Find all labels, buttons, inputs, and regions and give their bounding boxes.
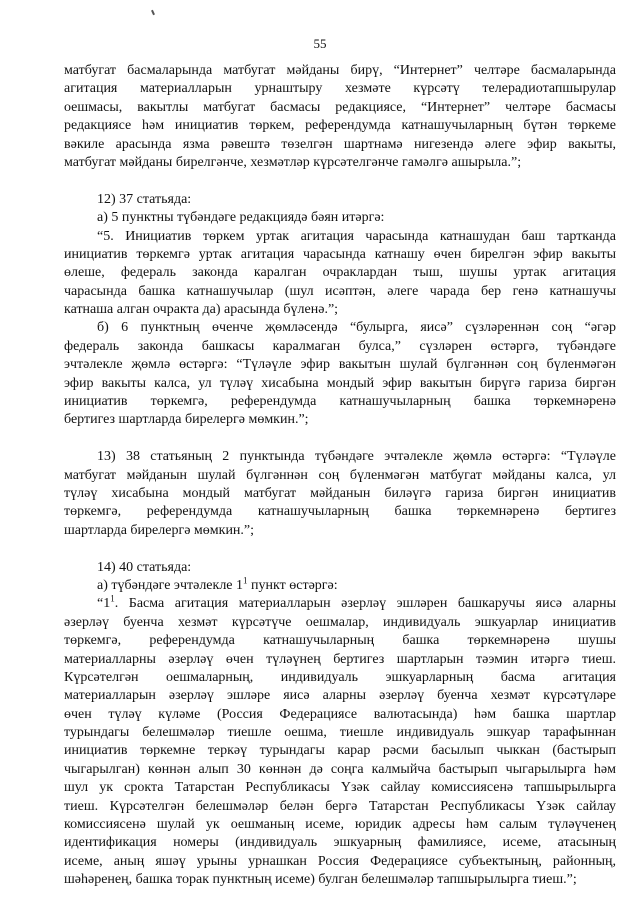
paragraph-block-13 <box>64 448 616 540</box>
text-line: “5. Инициатив төркем уртак агитация чарасында катнашудан баш тартканда <box>97 228 616 244</box>
text-line: материалларын әзерләү эшләре яисә аларны әзерләү буенча хезмәт күрсәтүләре <box>64 688 616 704</box>
text-line: чыгарылган) көннән алып 30 көннән дә соңга калмыйча бастырып чыгарылырга һәм <box>64 761 616 777</box>
text-line: идентификация номеры (индивидуаль эшкуарның фамилиясе, исеме, атасының <box>64 835 616 851</box>
text-line: шул ук срокта Татарстан Республикасы Үзәк сайлау комиссиясенә тапшырылырга <box>64 780 616 796</box>
paragraph-block-14 <box>64 559 616 890</box>
text-line: комиссиясенә шулай ук оешманың исеме, юридик адресы һәм салым түләүченең <box>64 817 616 833</box>
text-line: инициатив төркемгә, референдумда катнашучыларның башка төркемнәренә <box>64 394 616 410</box>
text-line: эфир вакыты калса, ул түләү хисабына мондый эфир вакытын бирүгә гариза биргән <box>64 375 616 391</box>
text-line: әзерләү буенча хезмәт күрсәтүче оешмалар, индивидуаль эшкуарлар инициатив <box>64 614 616 630</box>
text-line: өчен түләү күләме (Россия Федерациясе валютасында) һәм башка шартлар <box>64 706 616 722</box>
text-line: матбугат басмаларында матбугат мәйданы бирү, “Интернет” челтәре басмаларында <box>64 63 616 78</box>
text-line: Күрсәтелгән оешмаларның, индивидуаль эшкуарларның басма агитация <box>64 669 616 685</box>
text-line: шәһәренең, башка торак пунктның исеме) булган белешмәләр тапшырылырга тиеш.”; <box>64 872 577 888</box>
document-body <box>64 62 616 890</box>
text-line: а) түбәндәге эчтәлекле $1^1$ пункт өстәргә: <box>97 575 338 593</box>
text-line: өлеше, федераль законда каралган очраклардан тыш, шушы уртак агитация <box>64 265 616 281</box>
superscript-1: 1 <box>243 575 248 586</box>
text-line: чарасында башка катнашучылар (шул исәптән, әлеге чарада бер генә катнашучы <box>64 283 616 299</box>
text-line: тиеш. Күрсәтелгән белешмәләр белән бергә Татарстан Республикасы Үзәк сайлау <box>64 798 616 814</box>
text-line: матбугат мәйданын шулай бүлгәннән соң бүленмәгән матбугат мәйданы калса, ул <box>64 467 616 483</box>
page-number: 55 <box>313 36 327 51</box>
text-line: турындагы белешмәләр тиешле оешма, тиешле индивидуаль эшкуар тарафыннан <box>64 725 616 741</box>
text-line: федераль законда башкасы каралмаган булса,” сүзләрен өстәргә, түбәндәге <box>64 338 616 354</box>
text-line: матбугат мәйданы бирелгәнче, хезмәтләр күрсәтелгәнче гамәлгә ашырыла.”; <box>64 154 522 170</box>
text-line: 13) 38 статьяның 2 пунктында түбәндәге эчтәлекле җөмлә өстәргә: “Түләүле <box>97 449 616 465</box>
text-line: катнаша алган очракта да) арасында бүленә.”; <box>64 302 339 318</box>
text-line: шартларда бирелергә мөмкин.”; <box>64 522 255 538</box>
text-line: төркемгә, референдумда катнашучыларның башка төркемнәренә шушы <box>64 633 616 649</box>
text-line: 12) 37 статьяда: <box>97 191 192 207</box>
text-line: “$1^1$. Басма агитация материалларын әзерләү эшләрен башкаручы яисә аларны <box>97 593 616 612</box>
text-line: инициатив төркемгә уртак агитация чарасында катнашу өчен бирелгән эфир вакыты <box>64 246 616 262</box>
text-line: а) 5 пунктны түбәндәге редакциядә бәян итәргә: <box>97 210 385 226</box>
paragraph-block-1 <box>64 62 616 172</box>
text-line: материалларны әзерләү өчен түләүнең бертигез шартларын тәэмин итәргә тиеш. <box>64 651 616 667</box>
text-line: агитация материалларын урнаштыру хезмәте күрсәтү телерадиотапшырулар <box>64 81 616 97</box>
text-line: 14) 40 статьяда: <box>97 559 192 575</box>
text-line: исеме, аның яшәү урыны урнашкан Россия Федерациясе субъектының, районның, <box>64 853 616 869</box>
text-line: вәкиле арасында язма рәвештә төзелгән шартнамә нигезендә әлеге эфир вакыты, <box>64 136 616 152</box>
superscript-1: 1 <box>110 593 115 604</box>
paragraph-block-12 <box>64 191 616 430</box>
text-line: б) 6 пунктның өченче җөмләсендә “булырга, яисә” сүзләреннән соң “әгәр <box>97 320 616 336</box>
text-line: редакциясе һәм инициатив төркем, референдумда катнашучыларның бүтән төркеме <box>64 118 616 134</box>
text-line: төркемгә, референдумда катнашучыларның башка төркемнәренә бертигез <box>64 504 616 520</box>
text-line: бертигез шартларда бирелергә мөмкин.”; <box>64 412 309 428</box>
text-line: оешмасы, вакытлы матбугат басмасы редакциясе, “Интернет” челтәре басмасы <box>64 99 616 115</box>
text-line: эчтәлекле җөмлә өстәргә: “Түләүле эфир вакытын шулай бүлгәннән соң бүленмәгән <box>64 357 616 373</box>
text-line: түләү хисабына мондый матбугат мәйданын биләүгә гариза биргән инициатив <box>64 485 616 501</box>
text-line: инициатив төркемне теркәү турындагы карар рәсми басылып чыккан (бастырып <box>64 743 616 759</box>
scan-speck <box>151 10 155 15</box>
